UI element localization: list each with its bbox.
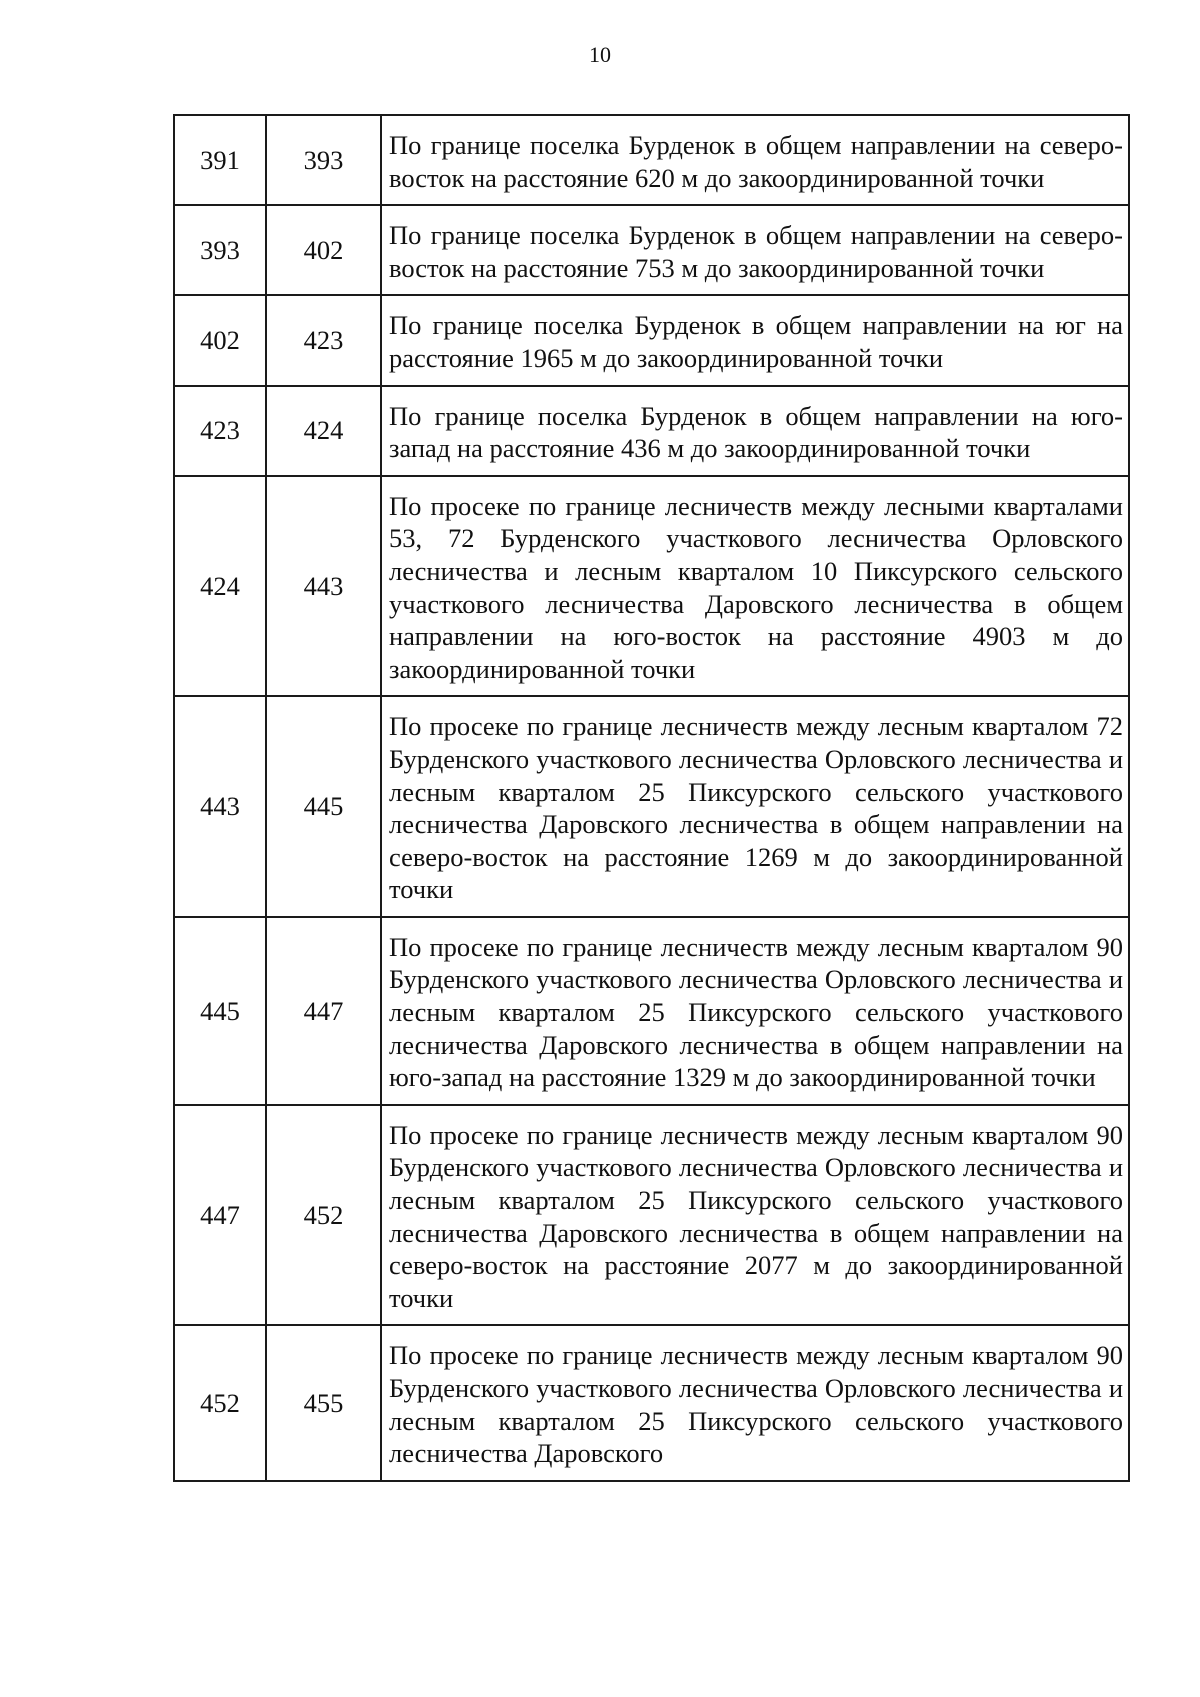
point-from: 391 xyxy=(174,115,266,205)
point-to: 424 xyxy=(266,386,381,476)
segment-description: По границе поселка Бурденок в общем направлении на северо-восток на расстояние 753 м до закоординированной точки xyxy=(381,205,1129,295)
segment-description: По границе поселка Бурденок в общем направлении на юг на расстояние 1965 м до закоординированной точки xyxy=(381,295,1129,385)
table-row xyxy=(174,295,1129,385)
point-to: 455 xyxy=(266,1325,381,1480)
table-row xyxy=(174,1105,1129,1326)
point-to: 443 xyxy=(266,476,381,697)
table-row xyxy=(174,1325,1129,1480)
boundary-table xyxy=(173,114,1130,1482)
segment-description: По границе поселка Бурденок в общем направлении на юго-запад на расстояние 436 м до закоординированной точки xyxy=(381,386,1129,476)
table-row xyxy=(174,386,1129,476)
table-row xyxy=(174,205,1129,295)
segment-description: По просеке по границе лесничеств между лесным кварталом 72 Бурденского участкового лесничества Орловского лесничества и лесным кварталом 25 Пиксурского сельского участкового лесничества Даровского лесничества в общем направлении на северо-восток на расстояние 1269 м до закоординированной точки xyxy=(381,696,1129,917)
point-from: 402 xyxy=(174,295,266,385)
segment-description: По просеке по границе лесничеств между лесным кварталом 90 Бурденского участкового лесничества Орловского лесничества и лесным кварталом 25 Пиксурского сельского участкового лесничества Даровского лесничества в общем направлении на юго-запад на расстояние 1329 м до закоординированной точки xyxy=(381,917,1129,1105)
table-row xyxy=(174,115,1129,205)
point-from: 393 xyxy=(174,205,266,295)
table-row xyxy=(174,917,1129,1105)
point-from: 443 xyxy=(174,696,266,917)
point-to: 447 xyxy=(266,917,381,1105)
point-to: 393 xyxy=(266,115,381,205)
point-from: 447 xyxy=(174,1105,266,1326)
point-from: 452 xyxy=(174,1325,266,1480)
point-from: 445 xyxy=(174,917,266,1105)
point-to: 452 xyxy=(266,1105,381,1326)
segment-description: По просеке по границе лесничеств между лесным кварталом 90 Бурденского участкового лесничества Орловского лесничества и лесным кварталом 25 Пиксурского сельского участкового лесничества Даровского xyxy=(381,1325,1129,1480)
page-number: 10 xyxy=(589,42,611,67)
point-to: 402 xyxy=(266,205,381,295)
point-from: 423 xyxy=(174,386,266,476)
point-from: 424 xyxy=(174,476,266,697)
point-to: 445 xyxy=(266,696,381,917)
segment-description: По границе поселка Бурденок в общем направлении на северо-восток на расстояние 620 м до закоординированной точки xyxy=(381,115,1129,205)
point-to: 423 xyxy=(266,295,381,385)
table-row xyxy=(174,696,1129,917)
segment-description: По просеке по границе лесничеств между лесным кварталом 90 Бурденского участкового лесничества Орловского лесничества и лесным кварталом 25 Пиксурского сельского участкового лесничества Даровского лесничества в общем направлении на северо-восток на расстояние 2077 м до закоординированной точки xyxy=(381,1105,1129,1326)
segment-description: По просеке по границе лесничеств между лесными кварталами 53, 72 Бурденского участкового лесничества Орловского лесничества и лесным кварталом 10 Пиксурского сельского участкового лесничества Даровского лесничества в общем направлении на юго-восток на расстояние 4903 м до закоординированной точки xyxy=(381,476,1129,697)
table-row xyxy=(174,476,1129,697)
